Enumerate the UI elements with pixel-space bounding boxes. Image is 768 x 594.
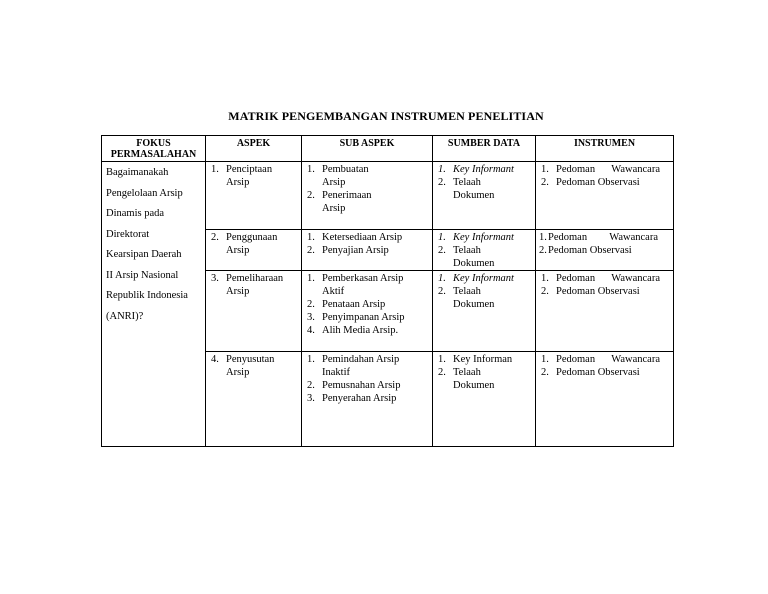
focus-line: Kearsipan Daerah [106, 249, 182, 260]
list-item: 2. Telaah Dokumen [438, 367, 495, 391]
list-item: 2. Pedoman Observasi [541, 367, 640, 378]
aspek-cell [206, 230, 302, 271]
list-item: 1. Pembuatan Arsip [307, 164, 369, 188]
sumber-data-cell [433, 352, 536, 447]
list-item: 1. Pedoman Wawancara [541, 354, 660, 365]
list-item: 1. Pedoman Wawancara [541, 273, 660, 284]
header-instrumen: INSTRUMEN [536, 136, 674, 162]
focus-line: Dinamis pada [106, 208, 165, 219]
list-item: 1. Pedoman Wawancara [539, 232, 658, 243]
list-item: 2. Pedoman Observasi [541, 286, 640, 297]
list-item: 2. Penggunaan Arsip [211, 232, 278, 256]
header-sumber-data: SUMBER DATA [433, 136, 536, 162]
instrumen-cell [536, 230, 674, 271]
focus-question-cell [102, 162, 206, 447]
list-item: 4. Penyusutan Arsip [211, 354, 275, 378]
focus-line: Direktorat [106, 228, 150, 240]
table-row [102, 162, 674, 230]
list-item: 2. Penyajian Arsip [307, 245, 389, 256]
list-item: 2. Pedoman Observasi [541, 177, 640, 188]
sumber-data-cell [433, 230, 536, 271]
sub-aspek-cell [302, 271, 433, 352]
list-item: 4. Alih Media Arsip. [307, 325, 399, 336]
list-item: 1. Key Informant [438, 164, 514, 175]
focus-line: (ANRI)? [106, 310, 144, 322]
focus-line: Bagaimanakah [106, 167, 169, 178]
list-item: 3. Penyimpanan Arsip [307, 312, 405, 323]
list-item: 1. Penciptaan Arsip [211, 164, 273, 188]
list-item: 2. Pedoman Observasi [539, 245, 632, 256]
aspek-cell [206, 271, 302, 352]
list-item: 1. Key Informan [438, 354, 513, 365]
list-item: 1. Pemberkasan Arsip Aktif [307, 273, 404, 297]
sub-aspek-cell [302, 352, 433, 447]
instrumen-cell [536, 162, 674, 230]
instrumen-cell [536, 352, 674, 447]
list-item: 1. Key Informant [438, 232, 514, 243]
list-item: 2. Penataan Arsip [307, 299, 386, 310]
list-item: 2. Telaah Dokumen [438, 286, 495, 310]
sub-aspek-cell [302, 162, 433, 230]
list-item: 3. Penyerahan Arsip [307, 393, 397, 404]
list-item: 1. Ketersediaan Arsip [307, 232, 403, 243]
list-item: 3. Pemeliharaan Arsip [211, 273, 284, 297]
page-title: MATRIK PENGEMBANGAN INSTRUMEN PENELITIAN [228, 109, 544, 123]
aspek-cell [206, 162, 302, 230]
list-item: 2. Penerimaan Arsip [307, 190, 372, 214]
sub-aspek-cell [302, 230, 433, 271]
header-sub-aspek: SUB ASPEK [302, 136, 433, 162]
list-item: 1. Pedoman Wawancara [541, 164, 660, 175]
list-item: 1. Key Informant [438, 273, 514, 284]
sumber-data-cell [433, 162, 536, 230]
aspek-cell [206, 352, 302, 447]
header-fokus-line-2: PERMASALAHAN [110, 149, 197, 160]
header-fokus-line-1: FOKUS [136, 138, 171, 149]
sumber-data-cell [433, 271, 536, 352]
instrumen-cell [536, 271, 674, 352]
list-item: 1. Pemindahan Arsip Inaktif [307, 354, 400, 378]
header-fokus-permasalahan [102, 136, 206, 162]
list-item: 2. Telaah Dokumen [438, 245, 495, 269]
header-row [102, 136, 674, 162]
list-item: 2. Telaah Dokumen [438, 177, 495, 201]
focus-line: Pengelolaan Arsip [106, 187, 183, 199]
research-instrument-matrix [101, 135, 674, 447]
focus-line: II Arsip Nasional [106, 269, 179, 281]
list-item: 2. Pemusnahan Arsip [307, 380, 401, 391]
focus-line: Republik Indonesia [106, 290, 188, 301]
header-aspek: ASPEK [206, 136, 302, 162]
